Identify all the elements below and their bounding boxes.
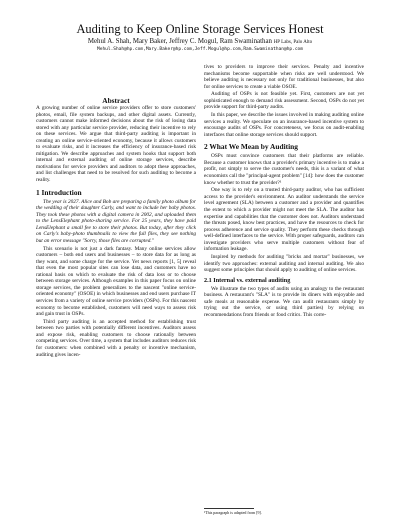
- author-names: Mehul A. Shah, Mary Baker, Jeffrey C. Mogul, Ram Swaminathan: [87, 38, 272, 45]
- section-2-paragraph-1: OSPs must convince customers that their platforms are reliable. Because a customer knows that a provider's primary incentive is to make a profit, not simply to serve the customer's needs, this is a variant of what economists call the "principal-agent problem" [14]: how does the customer know whether to trust the provider?¹: [204, 153, 364, 186]
- abstract-heading: Abstract: [102, 96, 130, 105]
- section-2-heading: 2 What We Mean by Auditing: [204, 142, 298, 152]
- subsection-2-1-heading: 2.1 Internal vs. external auditing: [204, 276, 291, 284]
- subsection-2-1-paragraph: We illustrate the two types of audits using an analogy to the restaurant business. A restaurant's "SLA" is to provide its diners with enjoyable and safe meals at reasonable expense. We can audit restaurants simply by trying out the service, or using third parties) by relying on recommendations from friends or food critics. This corre-: [204, 285, 364, 318]
- footnote: ¹This paragraph is adapted from [9].: [204, 510, 262, 515]
- section-1-heading: 1 Introduction: [36, 187, 82, 197]
- intro-paragraph-2: This scenario is not just a dark fantasy. Many online services allow customers – both end users and businesses – to store data for as long as they want, and some charge for the service. Yet news reports [1, 5] reveal that even the most popular sites can lose data, and customers have no rational basis on which to evaluate the risk of data loss or to choose between storage services. Although examples in this paper focus on online storage services, the problem generalizes to the nascent "online service-oriented economy" (OSOE) in which businesses and end users purchase IT services from a variety of online service providers (OSPs). For this nascent economy to become established, customers will need ways to assess risk and gain trust in OSPs.: [36, 245, 196, 318]
- section-2-paragraph-2: One way is to rely on a trusted third-party auditor, who has sufficient access to the provider's environment. An auditor understands the service level agreement (SLA) between a customer and a provider and quantifies the extent to which a provider might not meet the SLA. The auditor has expertise and capabilities that the customer does not. Auditors understand the threats posed, know best practices, and have the resources to check for process adherence and service quality. They perform these checks through well-defined interfaces to the service. With proper safeguards, auditors can investigate providers who serve multiple customers without fear of information leakage.: [204, 187, 364, 253]
- right-column: [204, 64, 364, 320]
- intro-paragraph-3: Third party auditing is an accepted method for establishing trust between two parties with potentially different incentives. Auditors assess and expose risk, enabling customers to choose rationally between competing services. Over time, a system that includes auditors reduces risk for customers: when combined with a penalty or incentive mechanism, auditing gives incen-: [36, 318, 196, 358]
- intro-story: The year is 2027. Alice and Bob are preparing a family photo album for the wedding of their daughter Carly, and want to include her baby photos. They took these photos with a digital camera in 2002, and uploaded them to the LensElephant photo-sharing service. For 25 years, they have paid LensElephant a small fee to store their photos. But today, after they click on Carly's baby-photo thumbnails to view the full files, they see nothing but an error message "Sorry, those files are corrupted.": [36, 198, 196, 244]
- right-paragraph-3: In this paper, we describe the issues involved in making auditing online services a reality. We speculate on an insurance-based incentive system to encourage audits of OSPs. For concreteness, we focus on audit-enabling interfaces that online storage services should support.: [204, 112, 364, 138]
- right-paragraph-1: tives to providers to improve their services. Penalty and incentive mechanisms become supportable when risks are well understood. We believe auditing is necessary not only for traditional businesses, but also for online services to create a viable OSOE.: [204, 64, 364, 90]
- right-paragraph-2: Auditing of OSPs is not feasible yet. First, customers are not yet sophisticated enough to demand risk assessment. Second, OSPs do not yet provide support for third-party audits.: [204, 91, 364, 111]
- section-2-paragraph-3: Inspired by methods for auditing "bricks and mortar" businesses, we identify two approaches: external auditing and internal auditing. We also suggest some principles that should apply to auditing of online services.: [204, 253, 364, 274]
- left-column: [36, 64, 196, 359]
- author-line: [0, 37, 400, 47]
- author-affiliation: HP Labs, Palo Alto: [273, 40, 313, 45]
- paper-title: Auditing to Keep Online Storage Services Honest: [76, 22, 324, 36]
- footnote-divider: [204, 508, 254, 509]
- author-emails: Mehul.Shah@hp.com,Mary.Baker@hp.com,Jeff.Mogul@hp.com,Ram.Swaminathan@hp.com: [97, 47, 303, 52]
- abstract-text: A growing number of online service providers offer to store customers' photos, email, file system backups, and other digital assets. Currently, customers cannot make informed decisions about the risk of losing data stored with any particular service provider, reducing their incentive to rely on these services. We argue that third-party auditing is important in creating an online service-oriented economy, because it allows customers to evaluate risks, and it increases the efficiency of insurance-based risk mitigation. We describe approaches and system hooks that support both internal and external auditing of online storage services, describe motivations for service providers and auditors to adopt these approaches, and list challenges that need to be resolved for such auditing to become a reality.: [36, 105, 196, 184]
